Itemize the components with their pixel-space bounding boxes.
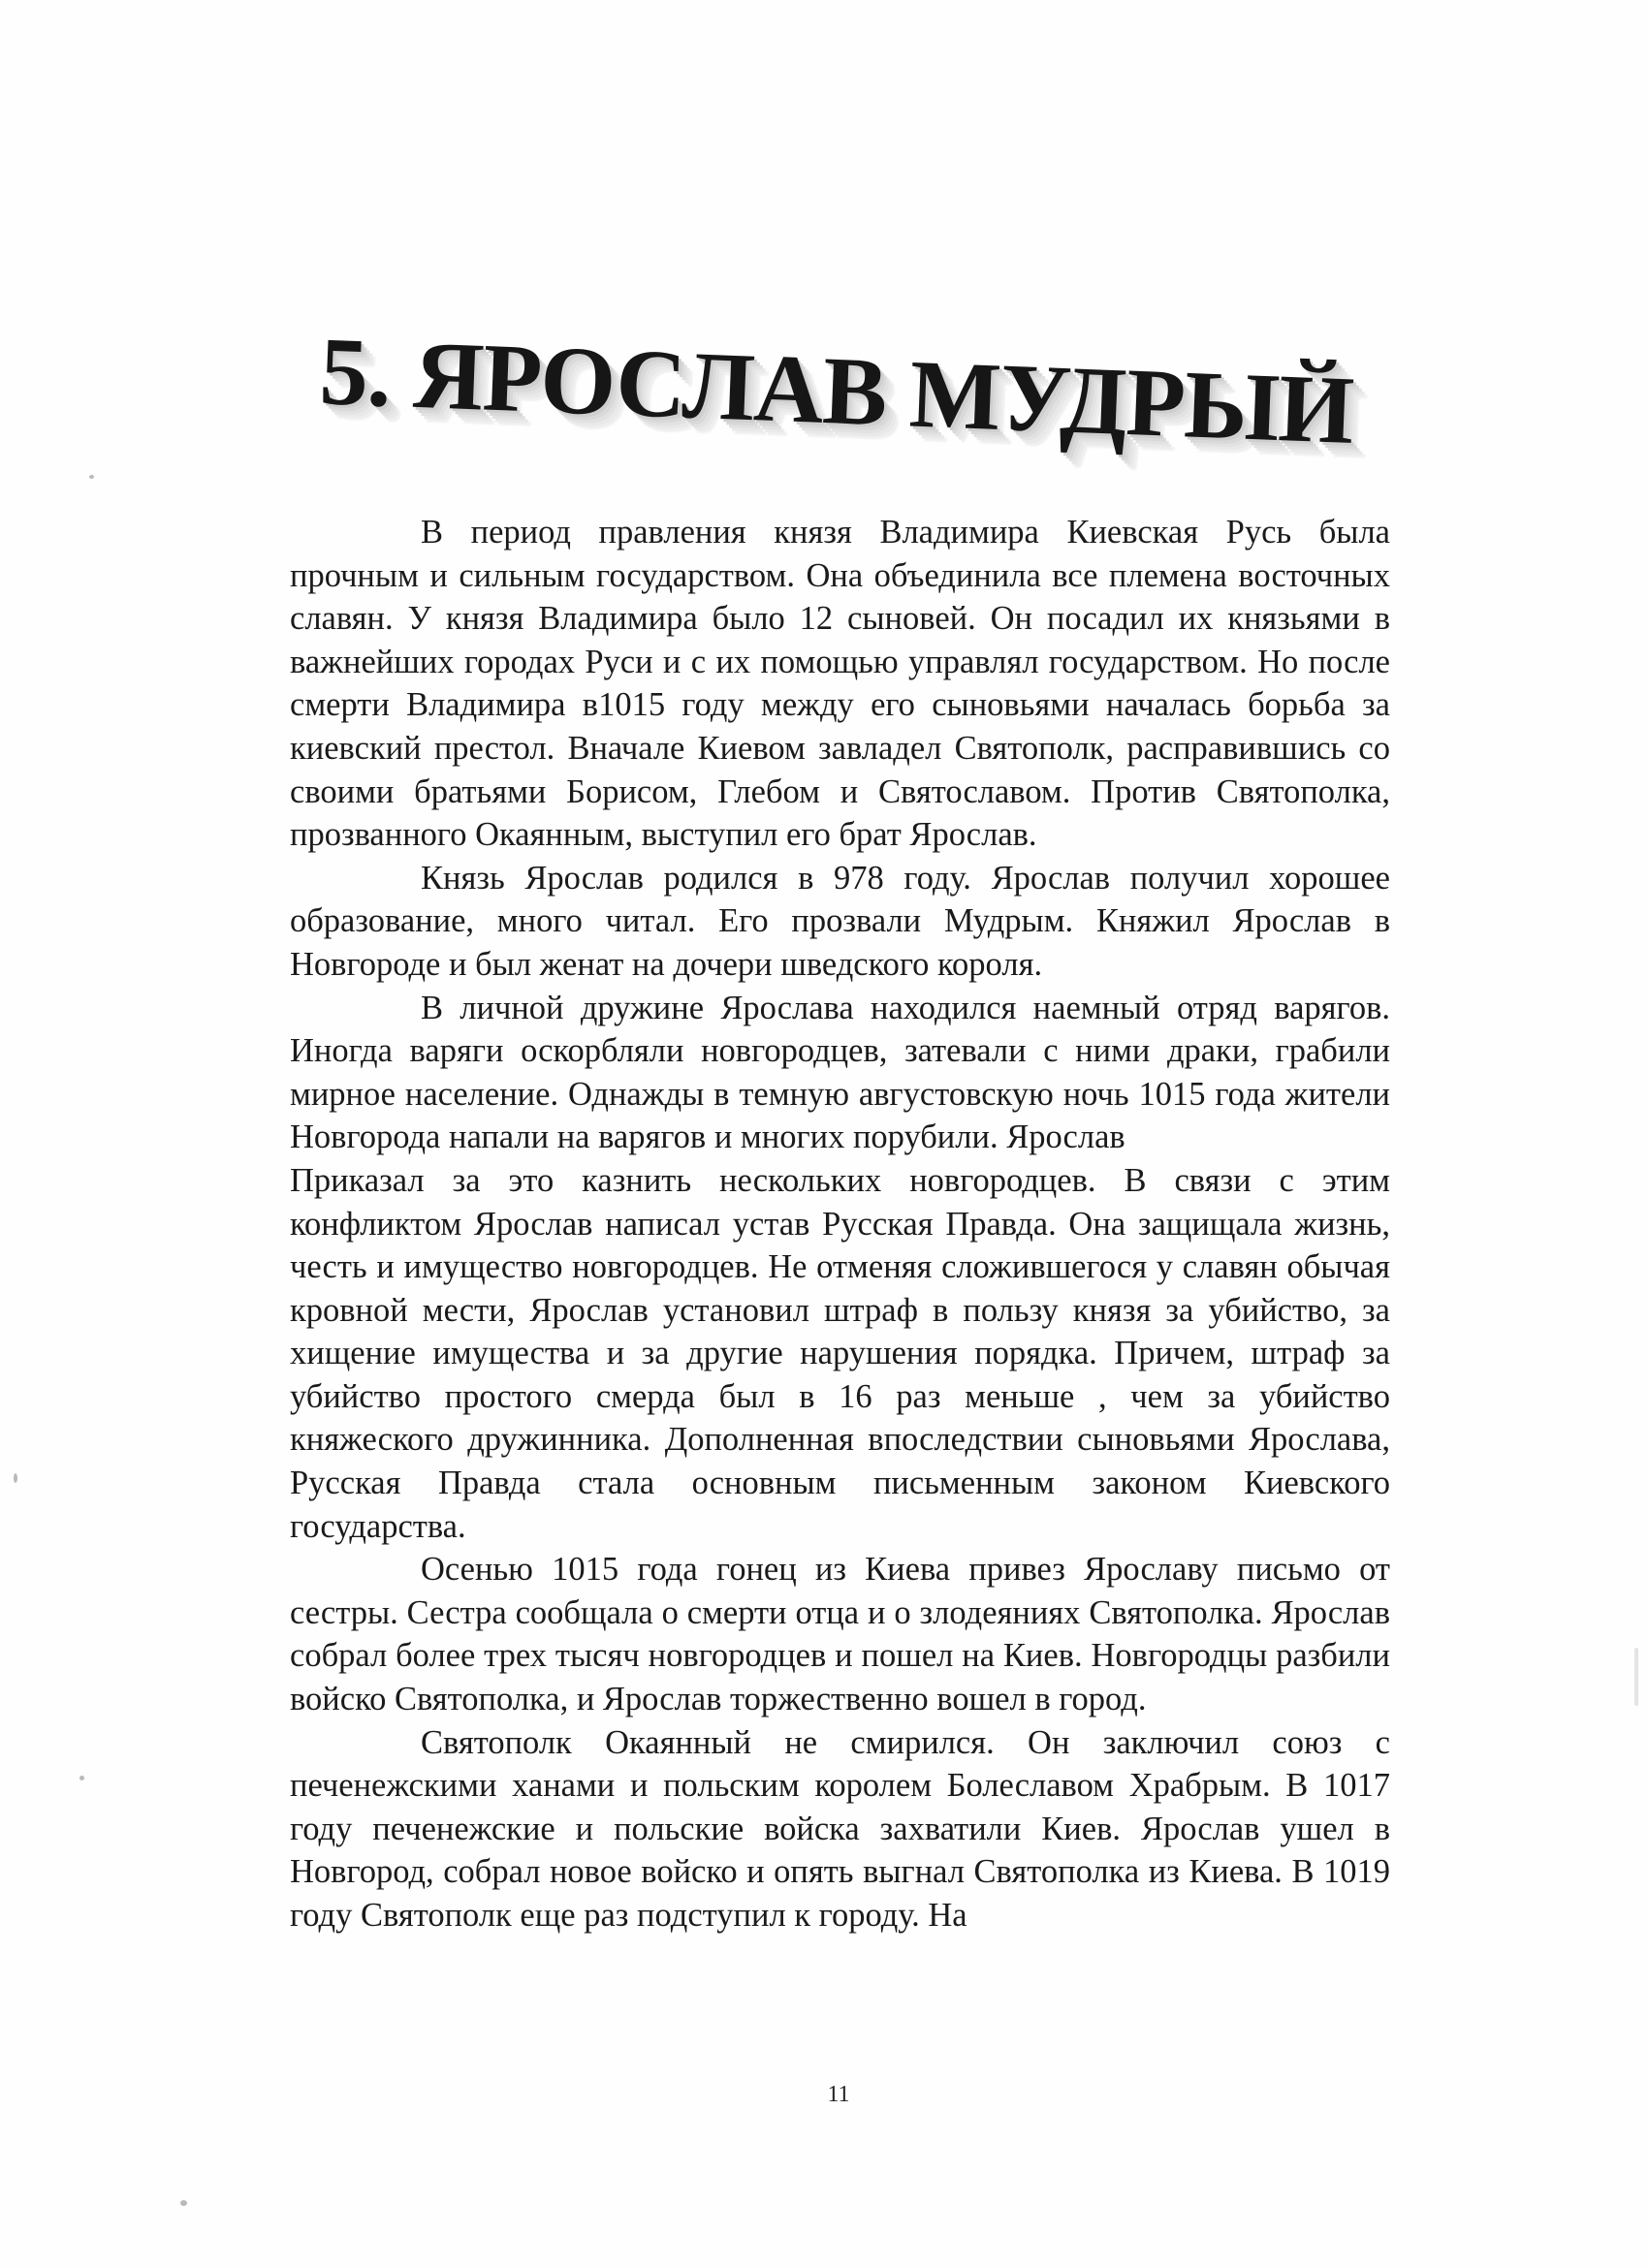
paragraph-4: Приказал за это казнить нескольких новгородцев. В связи с этим конфликтом Ярослав написал устав Русская Правда. Она защищала жизнь, честь и имущество новгородцев. Не отменяя сложившегося у славян обычая кровной мести, Ярослав установил штраф в пользу князя за убийство, за хищение имущества и за другие нарушения порядка. Причем, штраф за убийство простого смерда был в 16 раз меньше , чем за убийство княжеского дружинника. Дополненная впоследствии сыновьями Ярослава, Русская Правда стала основным письменным законом Киевского государства.	[290, 1161, 1390, 1545]
page-number: 11	[827, 2082, 850, 2107]
page-title: 5. ЯРОСЛАВ МУДРЫЙ	[317, 317, 1355, 464]
paragraph-3: В личной дружине Ярослава находился наемный отряд варягов. Иногда варяги оскорбляли новгородцев, затевали с ними драки, грабили мирное население. Однажды в темную августовскую ночь 1015 года жители Новгорода напали на варягов и многих порубили. Ярослав	[290, 989, 1390, 1156]
scan-speck	[89, 475, 94, 479]
paragraph-5: Осенью 1015 года гонец из Киева привез Ярославу письмо от сестры. Сестра сообщала о смерти отца и о злодеяниях Святополка. Ярослав собрал более трех тысяч новгородцев и пошел на Киев. Новгородцы разбили войско Святополка, и Ярослав торжественно вошел в город.	[290, 1551, 1390, 1718]
paragraph-1: В период правления князя Владимира Киевская Русь была прочным и сильным государством. Она объединила все племена восточных славян. У князя Владимира было 12 сыновей. Он посадил их князьями в важнейших городах Руси и с их помощью управлял государством. Но после смерти Владимира в1015 году между его сыновьями началась борьба за киевский престол. Вначале Киевом завладел Святополк, расправившись со своими братьями Борисом, Глебом и Святославом. Против Святополка, прозванного Окаянным, выступил его брат Ярослав.	[290, 514, 1390, 854]
scan-speck	[14, 1473, 17, 1483]
paragraph-6: Святополк Окаянный не смирился. Он заключил союз с печенежскими ханами и польским королем Болеславом Храбрым. В 1017 году печенежские и польские войска захватили Киев. Ярослав ушел в Новгород, собрал новое войско и опять выгнал Святополка из Киева. В 1019 году Святополк еще раз подступил к городу. На	[290, 1723, 1390, 1934]
body-text	[290, 511, 1390, 1937]
paragraph-2: Князь Ярослав родился в 978 году. Ярослав получил хорошее образование, много читал. Его прозвали Мудрым. Княжил Ярослав в Новгороде и был женат на дочери шведского короля.	[290, 859, 1390, 983]
scan-speck	[79, 1776, 84, 1780]
scan-speck	[1634, 1648, 1638, 1706]
scan-speck	[180, 2200, 187, 2206]
